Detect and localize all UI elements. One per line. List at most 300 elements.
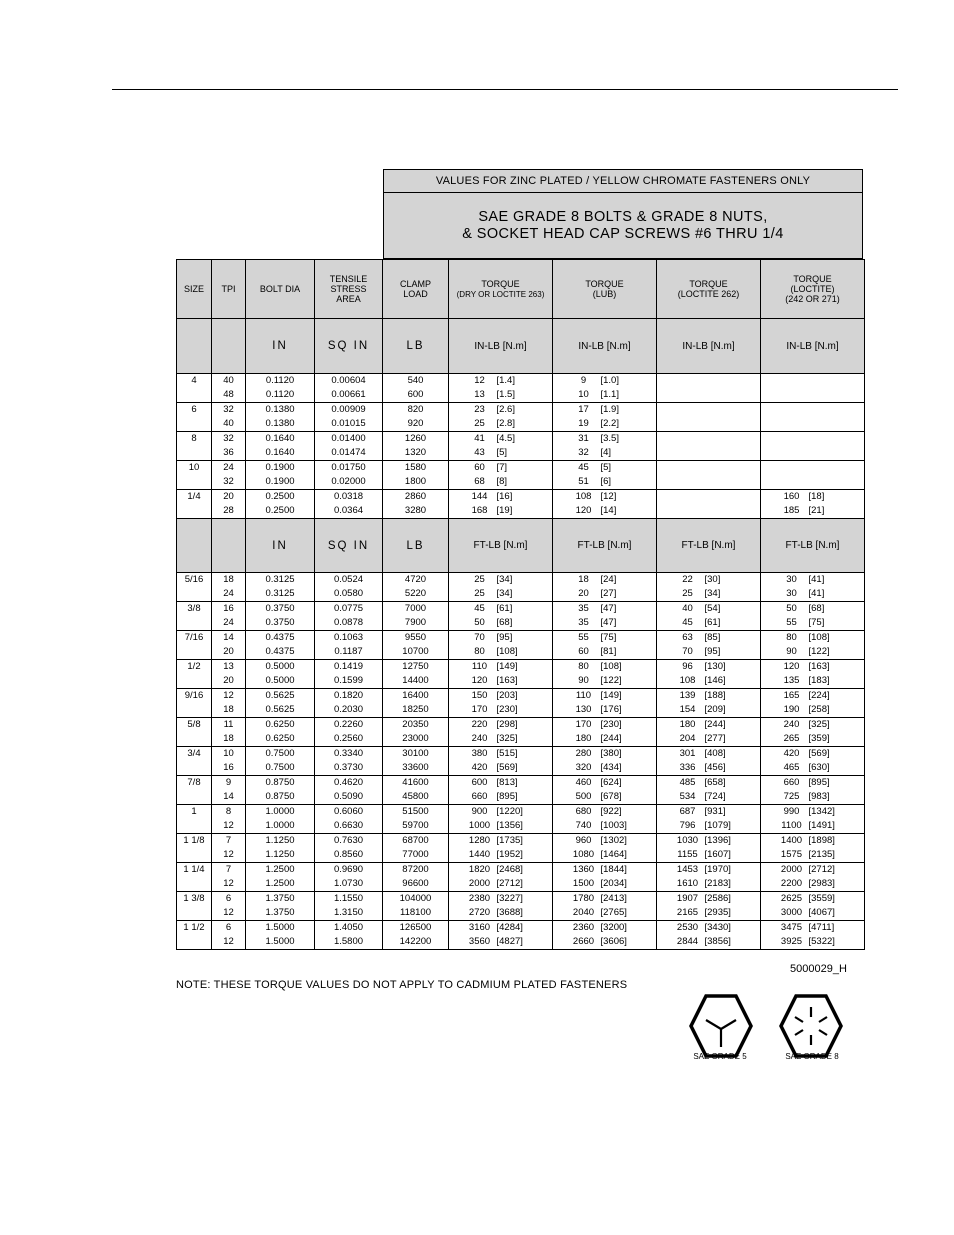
- torque-242-cell: 420 [569]: [761, 747, 865, 762]
- area-cell: 0.0775: [315, 602, 383, 617]
- area-cell: 0.8560: [315, 848, 383, 863]
- torque-242-cell: 3000 [4067]: [761, 906, 865, 921]
- torque-dry-cell: 168 [19]: [449, 504, 553, 519]
- torque-lub-cell: 35 [47]: [553, 616, 657, 631]
- bolt-dia-cell: 0.1120: [246, 374, 315, 389]
- torque-262-cell: 1610 [2183]: [657, 877, 761, 892]
- torque-262-cell: 180 [244]: [657, 718, 761, 733]
- torque-242-cell: [761, 461, 865, 476]
- tpi-cell: 12: [212, 877, 246, 892]
- area-cell: 0.4620: [315, 776, 383, 791]
- torque-dry-cell: 2000 [2712]: [449, 877, 553, 892]
- clamp-load-cell: 1260: [383, 432, 449, 447]
- torque-242-cell: 185 [21]: [761, 504, 865, 519]
- tpi-cell: 16: [212, 602, 246, 617]
- tpi-cell: 12: [212, 819, 246, 834]
- table-row: [177, 490, 865, 505]
- torque-262-cell: 1907 [2586]: [657, 892, 761, 907]
- clamp-load-cell: 30100: [383, 747, 449, 762]
- torque-dry-cell: 600 [813]: [449, 776, 553, 791]
- bolt-dia-cell: 1.5000: [246, 935, 315, 950]
- clamp-load-cell: 41600: [383, 776, 449, 791]
- torque-lub-cell: 55 [75]: [553, 631, 657, 646]
- header-torque-loctite-262: TORQUE (LOCTITE 262): [657, 260, 761, 319]
- torque-dry-cell: 25 [2.8]: [449, 417, 553, 432]
- size-cell: 5/16: [177, 573, 212, 588]
- torque-dry-cell: 1000 [1356]: [449, 819, 553, 834]
- torque-242-cell: 2200 [2983]: [761, 877, 865, 892]
- area-cell: 0.1063: [315, 631, 383, 646]
- header-torque-dry: TORQUE (DRY OR LOCTITE 263): [449, 260, 553, 319]
- area-cell: 0.2560: [315, 732, 383, 747]
- table-row: [177, 921, 865, 936]
- torque-262-cell: [657, 374, 761, 389]
- torque-dry-cell: 2380 [3227]: [449, 892, 553, 907]
- torque-dry-cell: 380 [515]: [449, 747, 553, 762]
- torque-262-cell: 301 [408]: [657, 747, 761, 762]
- torque-lub-cell: 31 [3.5]: [553, 432, 657, 447]
- torque-lub-cell: 35 [47]: [553, 602, 657, 617]
- clamp-load-cell: 87200: [383, 863, 449, 878]
- tpi-cell: 28: [212, 504, 246, 519]
- clamp-load-cell: 23000: [383, 732, 449, 747]
- torque-lub-cell: 32 [4]: [553, 446, 657, 461]
- torque-lub-cell: 680 [922]: [553, 805, 657, 820]
- torque-dry-cell: 240 [325]: [449, 732, 553, 747]
- unit-torque-dry: FT-LB [N.m]: [449, 519, 553, 573]
- area-cell: 0.0524: [315, 573, 383, 588]
- size-cell: 1 1/4: [177, 863, 212, 878]
- torque-lub-cell: 18 [24]: [553, 573, 657, 588]
- unit-dia: IN: [246, 519, 315, 573]
- tpi-cell: 12: [212, 848, 246, 863]
- table-row: [177, 645, 865, 660]
- header-tensile-stress-area: TENSILE STRESS AREA: [315, 260, 383, 319]
- tpi-cell: 14: [212, 631, 246, 646]
- header-torque-lub: TORQUE (LUB): [553, 260, 657, 319]
- table-row: [177, 892, 865, 907]
- unit-torque-lub: IN-LB [N.m]: [553, 319, 657, 374]
- clamp-load-cell: 5220: [383, 587, 449, 602]
- tpi-cell: 32: [212, 475, 246, 490]
- size-cell: [177, 504, 212, 519]
- size-cell: 3/8: [177, 602, 212, 617]
- unit-torque-262: IN-LB [N.m]: [657, 319, 761, 374]
- torque-dry-cell: 3560 [4827]: [449, 935, 553, 950]
- bolt-dia-cell: 0.7500: [246, 761, 315, 776]
- size-cell: 5/8: [177, 718, 212, 733]
- bolt-dia-cell: 0.4375: [246, 631, 315, 646]
- torque-lub-cell: 170 [230]: [553, 718, 657, 733]
- area-cell: 0.0580: [315, 587, 383, 602]
- size-cell: [177, 790, 212, 805]
- fastener-type-banner: [383, 169, 863, 193]
- area-cell: 0.01474: [315, 446, 383, 461]
- tpi-cell: 20: [212, 645, 246, 660]
- torque-dry-cell: 70 [95]: [449, 631, 553, 646]
- clamp-load-cell: 920: [383, 417, 449, 432]
- table-row: [177, 790, 865, 805]
- inch-pound-rows: [177, 374, 865, 519]
- clamp-load-cell: 1320: [383, 446, 449, 461]
- torque-242-cell: 2625 [3559]: [761, 892, 865, 907]
- bolt-dia-cell: 0.7500: [246, 747, 315, 762]
- clamp-load-cell: 1580: [383, 461, 449, 476]
- unit-load: LB: [383, 319, 449, 374]
- area-cell: 0.00604: [315, 374, 383, 389]
- clamp-load-cell: 7900: [383, 616, 449, 631]
- area-cell: 1.3150: [315, 906, 383, 921]
- tpi-cell: 8: [212, 805, 246, 820]
- size-cell: 10: [177, 461, 212, 476]
- torque-dry-cell: 12 [1.4]: [449, 374, 553, 389]
- torque-242-cell: 30 [41]: [761, 587, 865, 602]
- clamp-load-cell: 45800: [383, 790, 449, 805]
- unit-torque-262: FT-LB [N.m]: [657, 519, 761, 573]
- clamp-load-cell: 14400: [383, 674, 449, 689]
- torque-dry-cell: 110 [149]: [449, 660, 553, 675]
- tpi-cell: 7: [212, 834, 246, 849]
- unit-dia: IN: [246, 319, 315, 374]
- area-cell: 0.0318: [315, 490, 383, 505]
- torque-242-cell: 2000 [2712]: [761, 863, 865, 878]
- header-clamp-load: CLAMP LOAD: [383, 260, 449, 319]
- torque-lub-cell: 280 [380]: [553, 747, 657, 762]
- sae-grade-8-label: SAE GRADE 8: [785, 1052, 839, 1061]
- torque-dry-cell: 900 [1220]: [449, 805, 553, 820]
- torque-242-cell: 1400 [1898]: [761, 834, 865, 849]
- area-cell: 0.01015: [315, 417, 383, 432]
- torque-dry-cell: 660 [895]: [449, 790, 553, 805]
- area-cell: 0.0878: [315, 616, 383, 631]
- torque-242-cell: 725 [983]: [761, 790, 865, 805]
- tpi-cell: 11: [212, 718, 246, 733]
- torque-lub-cell: 90 [122]: [553, 674, 657, 689]
- tpi-cell: 24: [212, 461, 246, 476]
- tpi-cell: 7: [212, 863, 246, 878]
- area-cell: 0.5090: [315, 790, 383, 805]
- size-cell: [177, 848, 212, 863]
- size-cell: [177, 732, 212, 747]
- area-cell: 0.6060: [315, 805, 383, 820]
- bolt-dia-cell: 0.1380: [246, 417, 315, 432]
- clamp-load-cell: 20350: [383, 718, 449, 733]
- torque-dry-cell: 1820 [2468]: [449, 863, 553, 878]
- table-row: [177, 848, 865, 863]
- torque-dry-cell: 120 [163]: [449, 674, 553, 689]
- torque-262-cell: 70 [95]: [657, 645, 761, 660]
- torque-262-cell: 204 [277]: [657, 732, 761, 747]
- table-row: [177, 703, 865, 718]
- fastener-type-text: VALUES FOR ZINC PLATED / YELLOW CHROMATE FASTENERS ONLY: [435, 175, 811, 187]
- torque-lub-cell: 2360 [3200]: [553, 921, 657, 936]
- foot-pound-units-row: [177, 519, 865, 573]
- torque-dry-cell: 23 [2.6]: [449, 403, 553, 418]
- table-row: [177, 689, 865, 704]
- tpi-cell: 6: [212, 921, 246, 936]
- torque-lub-cell: 9 [1.0]: [553, 374, 657, 389]
- torque-dry-cell: 68 [8]: [449, 475, 553, 490]
- size-cell: 9/16: [177, 689, 212, 704]
- tpi-cell: 40: [212, 374, 246, 389]
- torque-262-cell: 796 [1079]: [657, 819, 761, 834]
- table-row: [177, 417, 865, 432]
- torque-dry-cell: 80 [108]: [449, 645, 553, 660]
- unit-area: SQ IN: [315, 319, 383, 374]
- area-cell: 0.3730: [315, 761, 383, 776]
- torque-dry-cell: 1280 [1735]: [449, 834, 553, 849]
- torque-262-cell: 2844 [3856]: [657, 935, 761, 950]
- bolt-dia-cell: 1.5000: [246, 921, 315, 936]
- torque-242-cell: 160 [18]: [761, 490, 865, 505]
- bolt-dia-cell: 0.3750: [246, 616, 315, 631]
- torque-262-cell: 2530 [3430]: [657, 921, 761, 936]
- torque-242-cell: 240 [325]: [761, 718, 865, 733]
- bolt-dia-cell: 0.6250: [246, 718, 315, 733]
- grade-banner: [383, 193, 863, 259]
- bolt-dia-cell: 1.0000: [246, 819, 315, 834]
- area-cell: 0.2030: [315, 703, 383, 718]
- header-tpi: TPI: [212, 260, 246, 319]
- torque-262-cell: 96 [130]: [657, 660, 761, 675]
- unit-load: LB: [383, 519, 449, 573]
- torque-242-cell: [761, 403, 865, 418]
- table-row: [177, 374, 865, 389]
- size-cell: [177, 587, 212, 602]
- clamp-load-cell: 16400: [383, 689, 449, 704]
- bolt-dia-cell: 0.5625: [246, 689, 315, 704]
- clamp-load-cell: 10700: [383, 645, 449, 660]
- torque-lub-cell: 1500 [2034]: [553, 877, 657, 892]
- table-row: [177, 587, 865, 602]
- torque-dry-cell: 2720 [3688]: [449, 906, 553, 921]
- area-cell: 0.1599: [315, 674, 383, 689]
- clamp-load-cell: 51500: [383, 805, 449, 820]
- torque-table: [176, 259, 865, 950]
- size-cell: [177, 703, 212, 718]
- bolt-dia-cell: 1.3750: [246, 892, 315, 907]
- area-cell: 0.9690: [315, 863, 383, 878]
- tpi-cell: 12: [212, 906, 246, 921]
- bolt-dia-cell: 0.8750: [246, 790, 315, 805]
- size-cell: 7/8: [177, 776, 212, 791]
- size-cell: 1: [177, 805, 212, 820]
- tpi-cell: 32: [212, 403, 246, 418]
- area-cell: 0.01750: [315, 461, 383, 476]
- tpi-cell: 10: [212, 747, 246, 762]
- torque-242-cell: 55 [75]: [761, 616, 865, 631]
- torque-242-cell: 990 [1342]: [761, 805, 865, 820]
- bolt-dia-cell: 0.1900: [246, 461, 315, 476]
- unit-area: SQ IN: [315, 519, 383, 573]
- table-row: [177, 432, 865, 447]
- tpi-cell: 16: [212, 761, 246, 776]
- torque-262-cell: 139 [188]: [657, 689, 761, 704]
- torque-262-cell: [657, 432, 761, 447]
- bolt-dia-cell: 1.3750: [246, 906, 315, 921]
- table-row: [177, 388, 865, 403]
- torque-262-cell: 108 [146]: [657, 674, 761, 689]
- tpi-cell: 32: [212, 432, 246, 447]
- table-row: [177, 906, 865, 921]
- torque-242-cell: [761, 446, 865, 461]
- size-cell: 1 3/8: [177, 892, 212, 907]
- area-cell: 0.7630: [315, 834, 383, 849]
- torque-dry-cell: 50 [68]: [449, 616, 553, 631]
- clamp-load-cell: 9550: [383, 631, 449, 646]
- torque-lub-cell: 960 [1302]: [553, 834, 657, 849]
- bolt-dia-cell: 0.5000: [246, 674, 315, 689]
- torque-242-cell: 1575 [2135]: [761, 848, 865, 863]
- clamp-load-cell: 118100: [383, 906, 449, 921]
- torque-dry-cell: 420 [569]: [449, 761, 553, 776]
- torque-262-cell: [657, 504, 761, 519]
- size-cell: [177, 906, 212, 921]
- torque-262-cell: 485 [658]: [657, 776, 761, 791]
- size-cell: [177, 388, 212, 403]
- torque-lub-cell: 320 [434]: [553, 761, 657, 776]
- torque-262-cell: [657, 490, 761, 505]
- torque-lub-cell: 2660 [3606]: [553, 935, 657, 950]
- area-cell: 1.5800: [315, 935, 383, 950]
- torque-262-cell: 154 [209]: [657, 703, 761, 718]
- torque-242-cell: 3475 [4711]: [761, 921, 865, 936]
- clamp-load-cell: 540: [383, 374, 449, 389]
- bolt-dia-cell: 0.6250: [246, 732, 315, 747]
- foot-pound-units-section: [177, 519, 865, 573]
- table-row: [177, 446, 865, 461]
- tpi-cell: 9: [212, 776, 246, 791]
- tpi-cell: 18: [212, 703, 246, 718]
- table-row: [177, 660, 865, 675]
- torque-dry-cell: 41 [4.5]: [449, 432, 553, 447]
- bolt-dia-cell: 0.3750: [246, 602, 315, 617]
- torque-262-cell: 1155 [1607]: [657, 848, 761, 863]
- bolt-dia-cell: 1.2500: [246, 863, 315, 878]
- clamp-load-cell: 142200: [383, 935, 449, 950]
- bolt-dia-cell: 0.2500: [246, 490, 315, 505]
- torque-lub-cell: 500 [678]: [553, 790, 657, 805]
- torque-242-cell: 90 [122]: [761, 645, 865, 660]
- torque-lub-cell: 1080 [1464]: [553, 848, 657, 863]
- torque-242-cell: 120 [163]: [761, 660, 865, 675]
- torque-262-cell: 25 [34]: [657, 587, 761, 602]
- tpi-cell: 40: [212, 417, 246, 432]
- torque-262-cell: 45 [61]: [657, 616, 761, 631]
- clamp-load-cell: 33600: [383, 761, 449, 776]
- clamp-load-cell: 59700: [383, 819, 449, 834]
- torque-dry-cell: 25 [34]: [449, 587, 553, 602]
- bolt-dia-cell: 0.3125: [246, 587, 315, 602]
- torque-lub-cell: 1360 [1844]: [553, 863, 657, 878]
- torque-lub-cell: 110 [149]: [553, 689, 657, 704]
- bolt-dia-cell: 1.2500: [246, 877, 315, 892]
- table-row: [177, 747, 865, 762]
- clamp-load-cell: 2860: [383, 490, 449, 505]
- table-row: [177, 461, 865, 476]
- torque-242-cell: 265 [359]: [761, 732, 865, 747]
- bolt-dia-cell: 0.1640: [246, 446, 315, 461]
- bolt-dia-cell: 0.1900: [246, 475, 315, 490]
- torque-dry-cell: 3160 [4284]: [449, 921, 553, 936]
- size-cell: 6: [177, 403, 212, 418]
- torque-dry-cell: 150 [203]: [449, 689, 553, 704]
- torque-lub-cell: 120 [14]: [553, 504, 657, 519]
- torque-242-cell: 660 [895]: [761, 776, 865, 791]
- tpi-cell: 48: [212, 388, 246, 403]
- bolt-dia-cell: 0.1380: [246, 403, 315, 418]
- torque-dry-cell: 25 [34]: [449, 573, 553, 588]
- size-cell: [177, 935, 212, 950]
- table-row: [177, 834, 865, 849]
- top-rule: [112, 89, 898, 90]
- bolt-dia-cell: 0.8750: [246, 776, 315, 791]
- foot-pound-rows: [177, 573, 865, 950]
- area-cell: 0.1187: [315, 645, 383, 660]
- size-cell: 4: [177, 374, 212, 389]
- size-cell: [177, 819, 212, 834]
- clamp-load-cell: 96600: [383, 877, 449, 892]
- torque-262-cell: 40 [54]: [657, 602, 761, 617]
- torque-262-cell: 687 [931]: [657, 805, 761, 820]
- table-row: [177, 863, 865, 878]
- torque-lub-cell: 19 [2.2]: [553, 417, 657, 432]
- tpi-cell: 36: [212, 446, 246, 461]
- size-cell: [177, 475, 212, 490]
- table-row: [177, 819, 865, 834]
- torque-242-cell: 190 [258]: [761, 703, 865, 718]
- tpi-cell: 24: [212, 587, 246, 602]
- size-cell: [177, 761, 212, 776]
- torque-262-cell: 1453 [1970]: [657, 863, 761, 878]
- bolt-dia-cell: 0.4375: [246, 645, 315, 660]
- torque-262-cell: 22 [30]: [657, 573, 761, 588]
- torque-242-cell: [761, 432, 865, 447]
- sae-grade-5-label: SAE GRADE 5: [693, 1052, 747, 1061]
- table-row: [177, 674, 865, 689]
- unit-torque-242: IN-LB [N.m]: [761, 319, 865, 374]
- torque-dry-cell: 170 [230]: [449, 703, 553, 718]
- table-row: [177, 631, 865, 646]
- size-cell: 3/4: [177, 747, 212, 762]
- tpi-cell: 20: [212, 674, 246, 689]
- torque-242-cell: 50 [68]: [761, 602, 865, 617]
- clamp-load-cell: 1800: [383, 475, 449, 490]
- area-cell: 0.00909: [315, 403, 383, 418]
- unit-torque-242: FT-LB [N.m]: [761, 519, 865, 573]
- tpi-cell: 6: [212, 892, 246, 907]
- area-cell: 0.2260: [315, 718, 383, 733]
- torque-242-cell: 1100 [1491]: [761, 819, 865, 834]
- torque-262-cell: 1030 [1396]: [657, 834, 761, 849]
- torque-262-cell: [657, 403, 761, 418]
- clamp-load-cell: 68700: [383, 834, 449, 849]
- area-cell: 0.0364: [315, 504, 383, 519]
- torque-242-cell: 80 [108]: [761, 631, 865, 646]
- size-cell: [177, 446, 212, 461]
- table-row: [177, 761, 865, 776]
- torque-262-cell: [657, 461, 761, 476]
- torque-242-cell: [761, 388, 865, 403]
- bolt-dia-cell: 1.1250: [246, 848, 315, 863]
- torque-lub-cell: 80 [108]: [553, 660, 657, 675]
- bolt-dia-cell: 0.2500: [246, 504, 315, 519]
- area-cell: 0.1419: [315, 660, 383, 675]
- bolt-dia-cell: 1.0000: [246, 805, 315, 820]
- torque-dry-cell: 220 [298]: [449, 718, 553, 733]
- torque-242-cell: 30 [41]: [761, 573, 865, 588]
- size-cell: [177, 674, 212, 689]
